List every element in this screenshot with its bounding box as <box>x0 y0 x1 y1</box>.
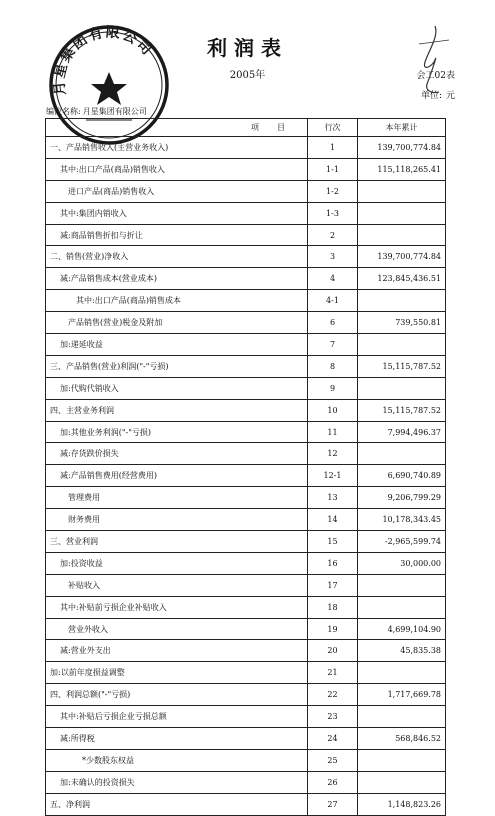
row-line-no: 11 <box>308 421 358 443</box>
row-item-label: 三、产品销售(营业)利润("-"亏损) <box>46 355 308 377</box>
row-amount <box>358 596 446 618</box>
row-line-no: 20 <box>308 640 358 662</box>
row-line-no: 14 <box>308 509 358 531</box>
row-item-label: 加:代购代销收入 <box>46 377 308 399</box>
table-row <box>46 618 446 640</box>
row-item-label: 进口产品(商品)销售收入 <box>46 180 308 202</box>
row-item-label: 减:存货跌价损失 <box>46 443 308 465</box>
row-amount <box>358 334 446 356</box>
row-item-label: 管理费用 <box>46 487 308 509</box>
row-amount: 15,115,787.52 <box>358 355 446 377</box>
row-amount <box>358 706 446 728</box>
row-amount: 7,994,496.37 <box>358 421 446 443</box>
table-row <box>46 443 446 465</box>
row-item-label: *少数股东权益 <box>46 749 308 771</box>
row-item-label: 其中:出口产品(商品)销售收入 <box>46 158 308 180</box>
row-amount <box>358 180 446 202</box>
row-line-no: 13 <box>308 487 358 509</box>
row-amount: 9,206,799.29 <box>358 487 446 509</box>
row-line-no: 16 <box>308 552 358 574</box>
row-amount <box>358 574 446 596</box>
row-line-no: 27 <box>308 793 358 815</box>
row-item-label: 加:以前年度损益调整 <box>46 662 308 684</box>
row-line-no: 21 <box>308 662 358 684</box>
row-amount: 115,118,265.41 <box>358 158 446 180</box>
row-line-no: 26 <box>308 771 358 793</box>
table-row <box>46 684 446 706</box>
row-line-no: 22 <box>308 684 358 706</box>
table-row <box>46 312 446 334</box>
row-item-label: 加:投资收益 <box>46 552 308 574</box>
row-amount: 139,700,774.84 <box>358 246 446 268</box>
row-item-label: 减:营业外支出 <box>46 640 308 662</box>
row-amount <box>358 771 446 793</box>
row-item-label: 减:产品销售成本(营业成本) <box>46 268 308 290</box>
row-amount: 15,115,787.52 <box>358 399 446 421</box>
row-amount: 6,690,740.89 <box>358 465 446 487</box>
row-item-label: 加:未确认的投资损失 <box>46 771 308 793</box>
table-row <box>46 334 446 356</box>
table-row <box>46 202 446 224</box>
company-value: 月星集团有限公司 <box>82 107 147 116</box>
table-row <box>46 137 446 159</box>
row-item-label: 其中:补贴后亏损企业亏损总额 <box>46 706 308 728</box>
row-amount: 123,845,436.51 <box>358 268 446 290</box>
company-label: 编位名称: <box>46 107 81 116</box>
row-item-label: 一、产品销售收入(主营业务收入) <box>46 137 308 159</box>
row-amount <box>358 749 446 771</box>
row-amount <box>358 443 446 465</box>
row-item-label: 减:商品销售折扣与折让 <box>46 224 308 246</box>
row-item-label: 减:所得税 <box>46 728 308 750</box>
row-line-no: 24 <box>308 728 358 750</box>
row-line-no: 1-2 <box>308 180 358 202</box>
table-row <box>46 268 446 290</box>
row-line-no: 1-3 <box>308 202 358 224</box>
row-line-no: 1 <box>308 137 358 159</box>
row-amount: 1,148,823.26 <box>358 793 446 815</box>
row-line-no: 4-1 <box>308 290 358 312</box>
report-title: 利润表 <box>207 36 288 60</box>
header-item: 项目 <box>46 119 308 137</box>
row-amount <box>358 290 446 312</box>
row-amount: 4,699,104.90 <box>358 618 446 640</box>
row-item-label: 四、利润总额("-"亏损) <box>46 684 308 706</box>
table-row <box>46 574 446 596</box>
row-line-no: 7 <box>308 334 358 356</box>
row-item-label: 其中:补贴前亏损企业补贴收入 <box>46 596 308 618</box>
table-row <box>46 728 446 750</box>
row-line-no: 19 <box>308 618 358 640</box>
table-row <box>46 552 446 574</box>
row-amount: -2,965,599.74 <box>358 531 446 553</box>
form-code: 会工02表 <box>416 71 455 81</box>
row-amount: 139,700,774.84 <box>358 137 446 159</box>
row-line-no: 12 <box>308 443 358 465</box>
row-amount <box>358 662 446 684</box>
table-row <box>46 180 446 202</box>
row-amount: 45,835.38 <box>358 640 446 662</box>
table-row <box>46 399 446 421</box>
row-line-no: 10 <box>308 399 358 421</box>
table-row <box>46 377 446 399</box>
table-row <box>46 596 446 618</box>
row-item-label: 财务费用 <box>46 509 308 531</box>
row-item-label: 产品销售(营业)税金及附加 <box>46 312 308 334</box>
row-amount: 739,550.81 <box>358 312 446 334</box>
row-line-no: 4 <box>308 268 358 290</box>
table-row <box>46 421 446 443</box>
row-item-label: 加:递延收益 <box>46 334 308 356</box>
table-row <box>46 487 446 509</box>
table-row <box>46 706 446 728</box>
table-row <box>46 662 446 684</box>
row-line-no: 12-1 <box>308 465 358 487</box>
row-item-label: 加:其他业务利润("-"亏损) <box>46 421 308 443</box>
row-amount: 1,717,669.78 <box>358 684 446 706</box>
table-row <box>46 224 446 246</box>
row-line-no: 17 <box>308 574 358 596</box>
unit-value: 元 <box>445 91 455 101</box>
row-item-label: 其中:出口产品(商品)销售成本 <box>46 290 308 312</box>
table-row <box>46 640 446 662</box>
row-line-no: 2 <box>308 224 358 246</box>
row-line-no: 25 <box>308 749 358 771</box>
row-amount: 568,846.52 <box>358 728 446 750</box>
row-line-no: 15 <box>308 531 358 553</box>
table-row <box>46 246 446 268</box>
row-amount <box>358 224 446 246</box>
table-row <box>46 465 446 487</box>
svg-text:月星集团有限公司: 月星集团有限公司 <box>51 24 156 97</box>
row-line-no: 9 <box>308 377 358 399</box>
report-year: 2005年 <box>229 70 266 81</box>
table-row <box>46 749 446 771</box>
row-amount <box>358 377 446 399</box>
row-line-no: 23 <box>308 706 358 728</box>
header-ytd-amount: 本年累计 <box>358 119 446 137</box>
row-item-label: 减:产品销售费用(经营费用) <box>46 465 308 487</box>
table-header-row <box>46 119 446 137</box>
row-line-no: 1-1 <box>308 158 358 180</box>
row-line-no: 6 <box>308 312 358 334</box>
row-amount <box>358 202 446 224</box>
signature-mark <box>405 22 460 102</box>
row-line-no: 3 <box>308 246 358 268</box>
income-statement-table <box>45 118 446 816</box>
table-row <box>46 290 446 312</box>
row-item-label: 营业外收入 <box>46 618 308 640</box>
row-item-label: 三、营业利润 <box>46 531 308 553</box>
table-row <box>46 158 446 180</box>
row-item-label: 其中:集团内销收入 <box>46 202 308 224</box>
row-item-label: 补贴收入 <box>46 574 308 596</box>
table-row <box>46 531 446 553</box>
row-item-label: 二、销售(营业)净收入 <box>46 246 308 268</box>
table-row <box>46 509 446 531</box>
table-row <box>46 355 446 377</box>
header-line-no: 行次 <box>308 119 358 137</box>
row-item-label: 五、净利润 <box>46 793 308 815</box>
table-row <box>46 771 446 793</box>
table-row <box>46 793 446 815</box>
unit-label: 单位: <box>420 91 442 101</box>
row-amount: 30,000.00 <box>358 552 446 574</box>
row-amount: 10,178,343.45 <box>358 509 446 531</box>
row-line-no: 8 <box>308 355 358 377</box>
row-item-label: 四、主营业务利润 <box>46 399 308 421</box>
row-line-no: 18 <box>308 596 358 618</box>
